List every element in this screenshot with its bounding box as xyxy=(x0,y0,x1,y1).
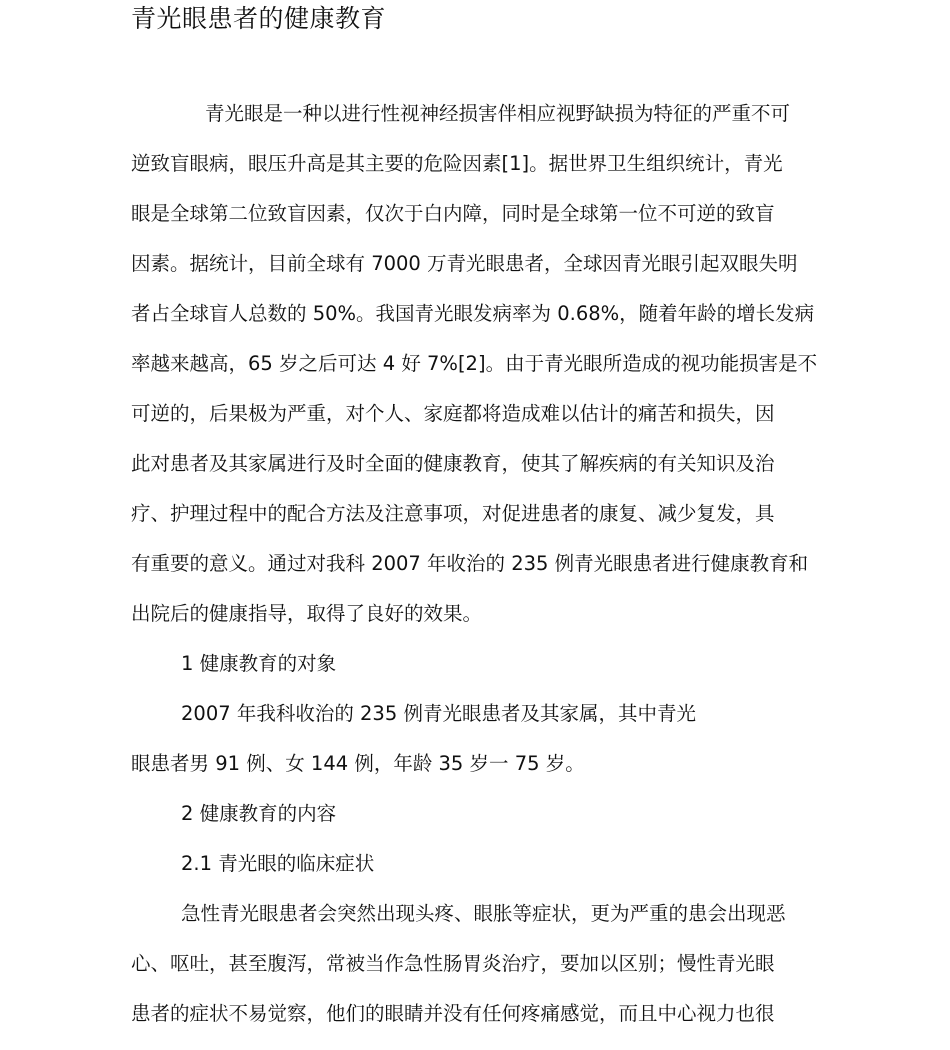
paragraph-line-11: 出院后的健康指导，取得了良好的效果。 xyxy=(131,602,483,625)
paragraph-line-3: 眼是全球第二位致盲因素，仅次于白内障，同时是全球第一位不可逆的致盲 xyxy=(131,202,775,225)
paragraph-line-12: 2007 年我科收治的 235 例青光眼患者及其家属，其中青光 xyxy=(181,702,696,725)
paragraph-line-15: 心、呕吐，甚至腹泻，常被当作急性肠胃炎治疗，要加以区别；慢性青光眼 xyxy=(131,952,775,975)
paragraph-line-7: 可逆的，后果极为严重，对个人、家庭都将造成难以估计的痛苦和损失，因 xyxy=(131,402,775,425)
paragraph-line-13: 眼患者男 91 例、女 144 例，年龄 35 岁一 75 岁。 xyxy=(131,752,585,775)
section-heading-1: 1 健康教育的对象 xyxy=(181,652,337,675)
subsection-heading-2-1: 2.1 青光眼的临床症状 xyxy=(181,852,375,875)
paragraph-line-5: 者占全球盲人总数的 50%。我国青光眼发病率为 0.68%，随着年龄的增长发病 xyxy=(131,302,815,325)
paragraph-line-9: 疗、护理过程中的配合方法及注意事项，对促进患者的康复、减少复发，具 xyxy=(131,502,775,525)
paragraph-line-4: 因素。据统计，目前全球有 7000 万青光眼患者，全球因青光眼引起双眼失明 xyxy=(131,252,798,275)
paragraph-line-2: 逆致盲眼病，眼压升高是其主要的危险因素[1]。据世界卫生组织统计，青光 xyxy=(131,152,783,175)
paragraph-line-16: 患者的症状不易觉察，他们的眼睛并没有任何疼痛感觉，而且中心视力也很 xyxy=(131,1002,775,1025)
paragraph-line-1: 青光眼是一种以进行性视神经损害伴相应视野缺损为特征的严重不可 xyxy=(205,102,791,125)
section-heading-2: 2 健康教育的内容 xyxy=(181,802,337,825)
document-title: 青光眼患者的健康教育 xyxy=(131,4,387,33)
paragraph-line-10: 有重要的意义。通过对我科 2007 年收治的 235 例青光眼患者进行健康教育和 xyxy=(131,552,809,575)
paragraph-line-6: 率越来越高，65 岁之后可达 4 好 7%[2]。由于青光眼所造成的视功能损害是不 xyxy=(131,352,818,375)
paragraph-line-14: 急性青光眼患者会突然出现头疼、眼胀等症状，更为严重的患会出现恶 xyxy=(181,902,786,925)
paragraph-line-8: 此对患者及其家属进行及时全面的健康教育，使其了解疾病的有关知识及治 xyxy=(131,452,775,475)
